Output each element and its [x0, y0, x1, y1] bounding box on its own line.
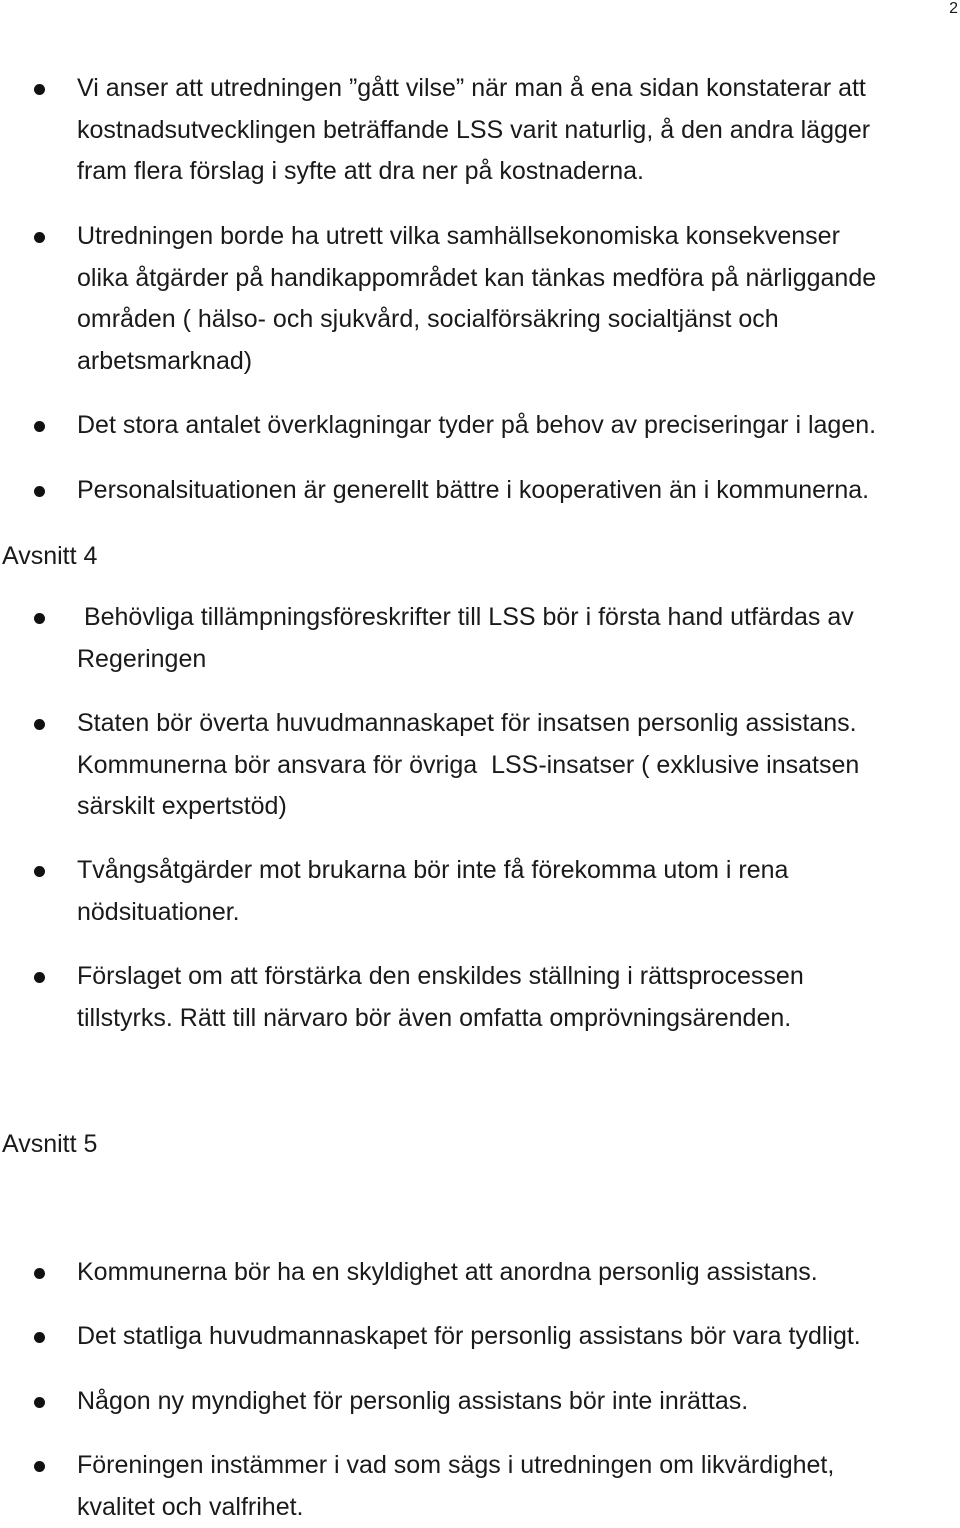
- list-item-text: Tvångsåtgärder mot brukarna bör inte få förekomma utom i rena nödsituationer.: [77, 856, 789, 926]
- list-item-text: Föreningen instämmer i vad som sägs i utredningen om likvärdighet, kvalitet och valfrihet.: [77, 1451, 835, 1521]
- section-heading: Avsnitt 4: [2, 542, 98, 570]
- bullet-icon: [34, 486, 45, 497]
- bullet-icon: [34, 1332, 45, 1343]
- list-item-text: Det stora antalet överklagningar tyder på behov av preciseringar i lagen.: [77, 411, 877, 439]
- list-item-text: Det statliga huvudmannaskapet för personlig assistans bör vara tydligt.: [77, 1322, 861, 1350]
- bullet-icon: [34, 1268, 45, 1279]
- bullet-icon: [34, 972, 45, 983]
- section-heading: Avsnitt 5: [2, 1130, 98, 1158]
- bullet-icon: [34, 866, 45, 877]
- bullet-icon: [34, 1461, 45, 1472]
- list-item-text: Staten bör överta huvudmannaskapet för insatsen personlig assistans. Kommunerna bör ansvara för övriga LSS-insatser ( exklusive insatsen särskilt expertstöd): [77, 709, 860, 820]
- list-item-text: Utredningen borde ha utrett vilka samhällsekonomiska konsekvenser olika åtgärder på handikappområdet kan tänkas medföra på närliggande områden ( hälso- och sjukvård, socialförsäkring socialtjänst och arbetsmarknad): [77, 222, 877, 375]
- list-item-text: Kommunerna bör ha en skyldighet att anordna personlig assistans.: [77, 1258, 818, 1286]
- bullet-icon: [34, 421, 45, 432]
- bullet-icon: [34, 719, 45, 730]
- list-item-text: Vi anser att utredningen ”gått vilse” när man å ena sidan konstaterar att kostnadsutvecklingen beträffande LSS varit naturlig, å den andra lägger fram flera förslag i syfte att dra ner på kostnaderna.: [77, 74, 871, 185]
- bullet-icon: [34, 1397, 45, 1408]
- list-item-text: Någon ny myndighet för personlig assistans bör inte inrättas.: [77, 1387, 749, 1415]
- bullet-icon: [34, 84, 45, 95]
- list-item-text: Behövliga tillämpningsföreskrifter till LSS bör i första hand utfärdas av Regeringen: [77, 603, 854, 673]
- bullet-icon: [34, 232, 45, 243]
- list-item-text: Personalsituationen är generellt bättre i kooperativen än i kommunerna.: [77, 476, 870, 504]
- list-item-text: Förslaget om att förstärka den enskildes ställning i rättsprocessen tillstyrks. Rätt till närvaro bör även omfatta omprövningsärenden.: [77, 962, 804, 1032]
- bullet-icon: [34, 613, 45, 624]
- page-number: 2: [949, 0, 958, 17]
